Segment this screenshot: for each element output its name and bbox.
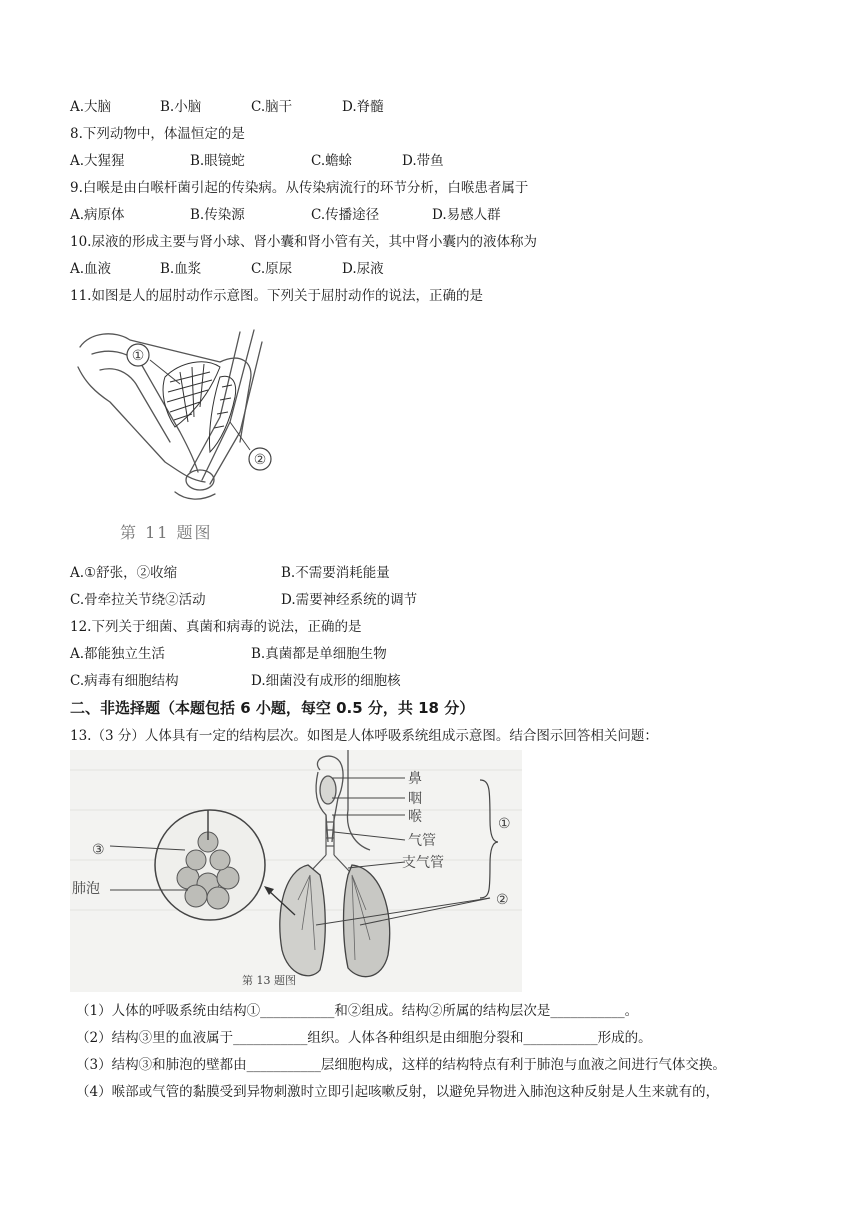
q12-option-a[interactable]: A.都能独立生活 <box>70 646 166 662</box>
q10-option-a[interactable]: A.血液 <box>70 261 112 277</box>
q13-label-alveoli: 肺泡 <box>72 881 100 897</box>
q13-sub-2: （2）结构③里的血液属于___________组织。人体各种组织是由细胞分裂和___________形成的。 <box>76 1030 652 1046</box>
q11-figure-label-1: ① <box>131 348 145 364</box>
q13-sub-1: （1）人体的呼吸系统由结构①___________和②组成。结构②所属的结构层次是___________。 <box>76 1003 639 1019</box>
q8-option-a[interactable]: A.大猩猩 <box>70 153 125 169</box>
q11-option-d[interactable]: D.需要神经系统的调节 <box>281 592 418 608</box>
q13-sub-4: （4）喉部或气管的黏膜受到异物刺激时立即引起咳嗽反射，以避免异物进入肺泡这种反射是人生来就有的， <box>76 1084 720 1100</box>
q9-option-b[interactable]: B.传染源 <box>190 207 245 223</box>
q8-stem: 8.下列动物中，体温恒定的是 <box>70 126 245 142</box>
q13-figure-caption: 第 13 题图 <box>242 974 296 987</box>
q11-option-b[interactable]: B.不需要消耗能量 <box>281 565 390 581</box>
q11-option-c[interactable]: C.骨牵拉关节绕②活动 <box>70 592 206 608</box>
q11-figure-caption: 第 11 题图 <box>120 523 213 542</box>
respiratory-system-drawing <box>70 750 522 992</box>
q13-label-3: ③ <box>92 842 105 858</box>
q11-stem: 11.如图是人的屈肘动作示意图。下列关于屈肘动作的说法，正确的是 <box>70 288 483 304</box>
q13-figure-respiratory <box>70 750 522 992</box>
q13-sub-3: （3）结构③和肺泡的壁都由___________层细胞构成，这样的结构特点有利于肺泡与血液之间进行气体交换。 <box>76 1057 726 1073</box>
q9-stem: 9.白喉是由白喉杆菌引起的传染病。从传染病流行的环节分析，白喉患者属于 <box>70 180 529 196</box>
q8-option-d[interactable]: D.带鱼 <box>402 153 444 169</box>
q8-option-b[interactable]: B.眼镜蛇 <box>190 153 245 169</box>
q13-label-trachea: 气管 <box>408 833 436 849</box>
q12-option-b[interactable]: B.真菌都是单细胞生物 <box>251 646 387 662</box>
q7-option-d[interactable]: D.脊髓 <box>342 99 384 115</box>
q11-figure-elbow <box>70 322 290 552</box>
q10-option-c[interactable]: C.原尿 <box>251 261 293 277</box>
q11-option-a[interactable]: A.①舒张，②收缩 <box>70 565 178 581</box>
q7-option-b[interactable]: B.小脑 <box>160 99 202 115</box>
section2-title: 二、非选择题（本题包括 6 小题，每空 0.5 分，共 18 分） <box>70 699 475 717</box>
q9-option-d[interactable]: D.易感人群 <box>432 207 501 223</box>
q7-option-a[interactable]: A.大脑 <box>70 99 112 115</box>
q13-stem: 13.（3 分）人体具有一定的结构层次。如图是人体呼吸系统组成示意图。结合图示回答相关问题： <box>70 728 658 744</box>
q10-option-d[interactable]: D.尿液 <box>342 261 384 277</box>
q13-label-bronchi: 支气管 <box>402 855 444 871</box>
q8-option-c[interactable]: C.蟾蜍 <box>311 153 353 169</box>
q7-option-c[interactable]: C.脑干 <box>251 99 293 115</box>
q12-option-d[interactable]: D.细菌没有成形的细胞核 <box>251 673 401 689</box>
q13-label-group-1: ① <box>498 816 511 832</box>
q13-label-2: ② <box>496 892 509 908</box>
q13-label-nose: 鼻 <box>408 771 422 787</box>
q10-stem: 10.尿液的形成主要与肾小球、肾小囊和肾小管有关，其中肾小囊内的液体称为 <box>70 234 537 250</box>
q13-label-pharynx: 咽 <box>408 791 422 807</box>
q9-option-a[interactable]: A.病原体 <box>70 207 125 223</box>
arm-flexion-drawing <box>70 322 290 552</box>
q9-option-c[interactable]: C.传播途径 <box>311 207 380 223</box>
q10-option-b[interactable]: B.血浆 <box>160 261 202 277</box>
q13-label-larynx: 喉 <box>408 809 422 825</box>
q11-figure-label-2: ② <box>253 452 267 468</box>
q12-option-c[interactable]: C.病毒有细胞结构 <box>70 673 179 689</box>
q12-stem: 12.下列关于细菌、真菌和病毒的说法，正确的是 <box>70 619 362 635</box>
